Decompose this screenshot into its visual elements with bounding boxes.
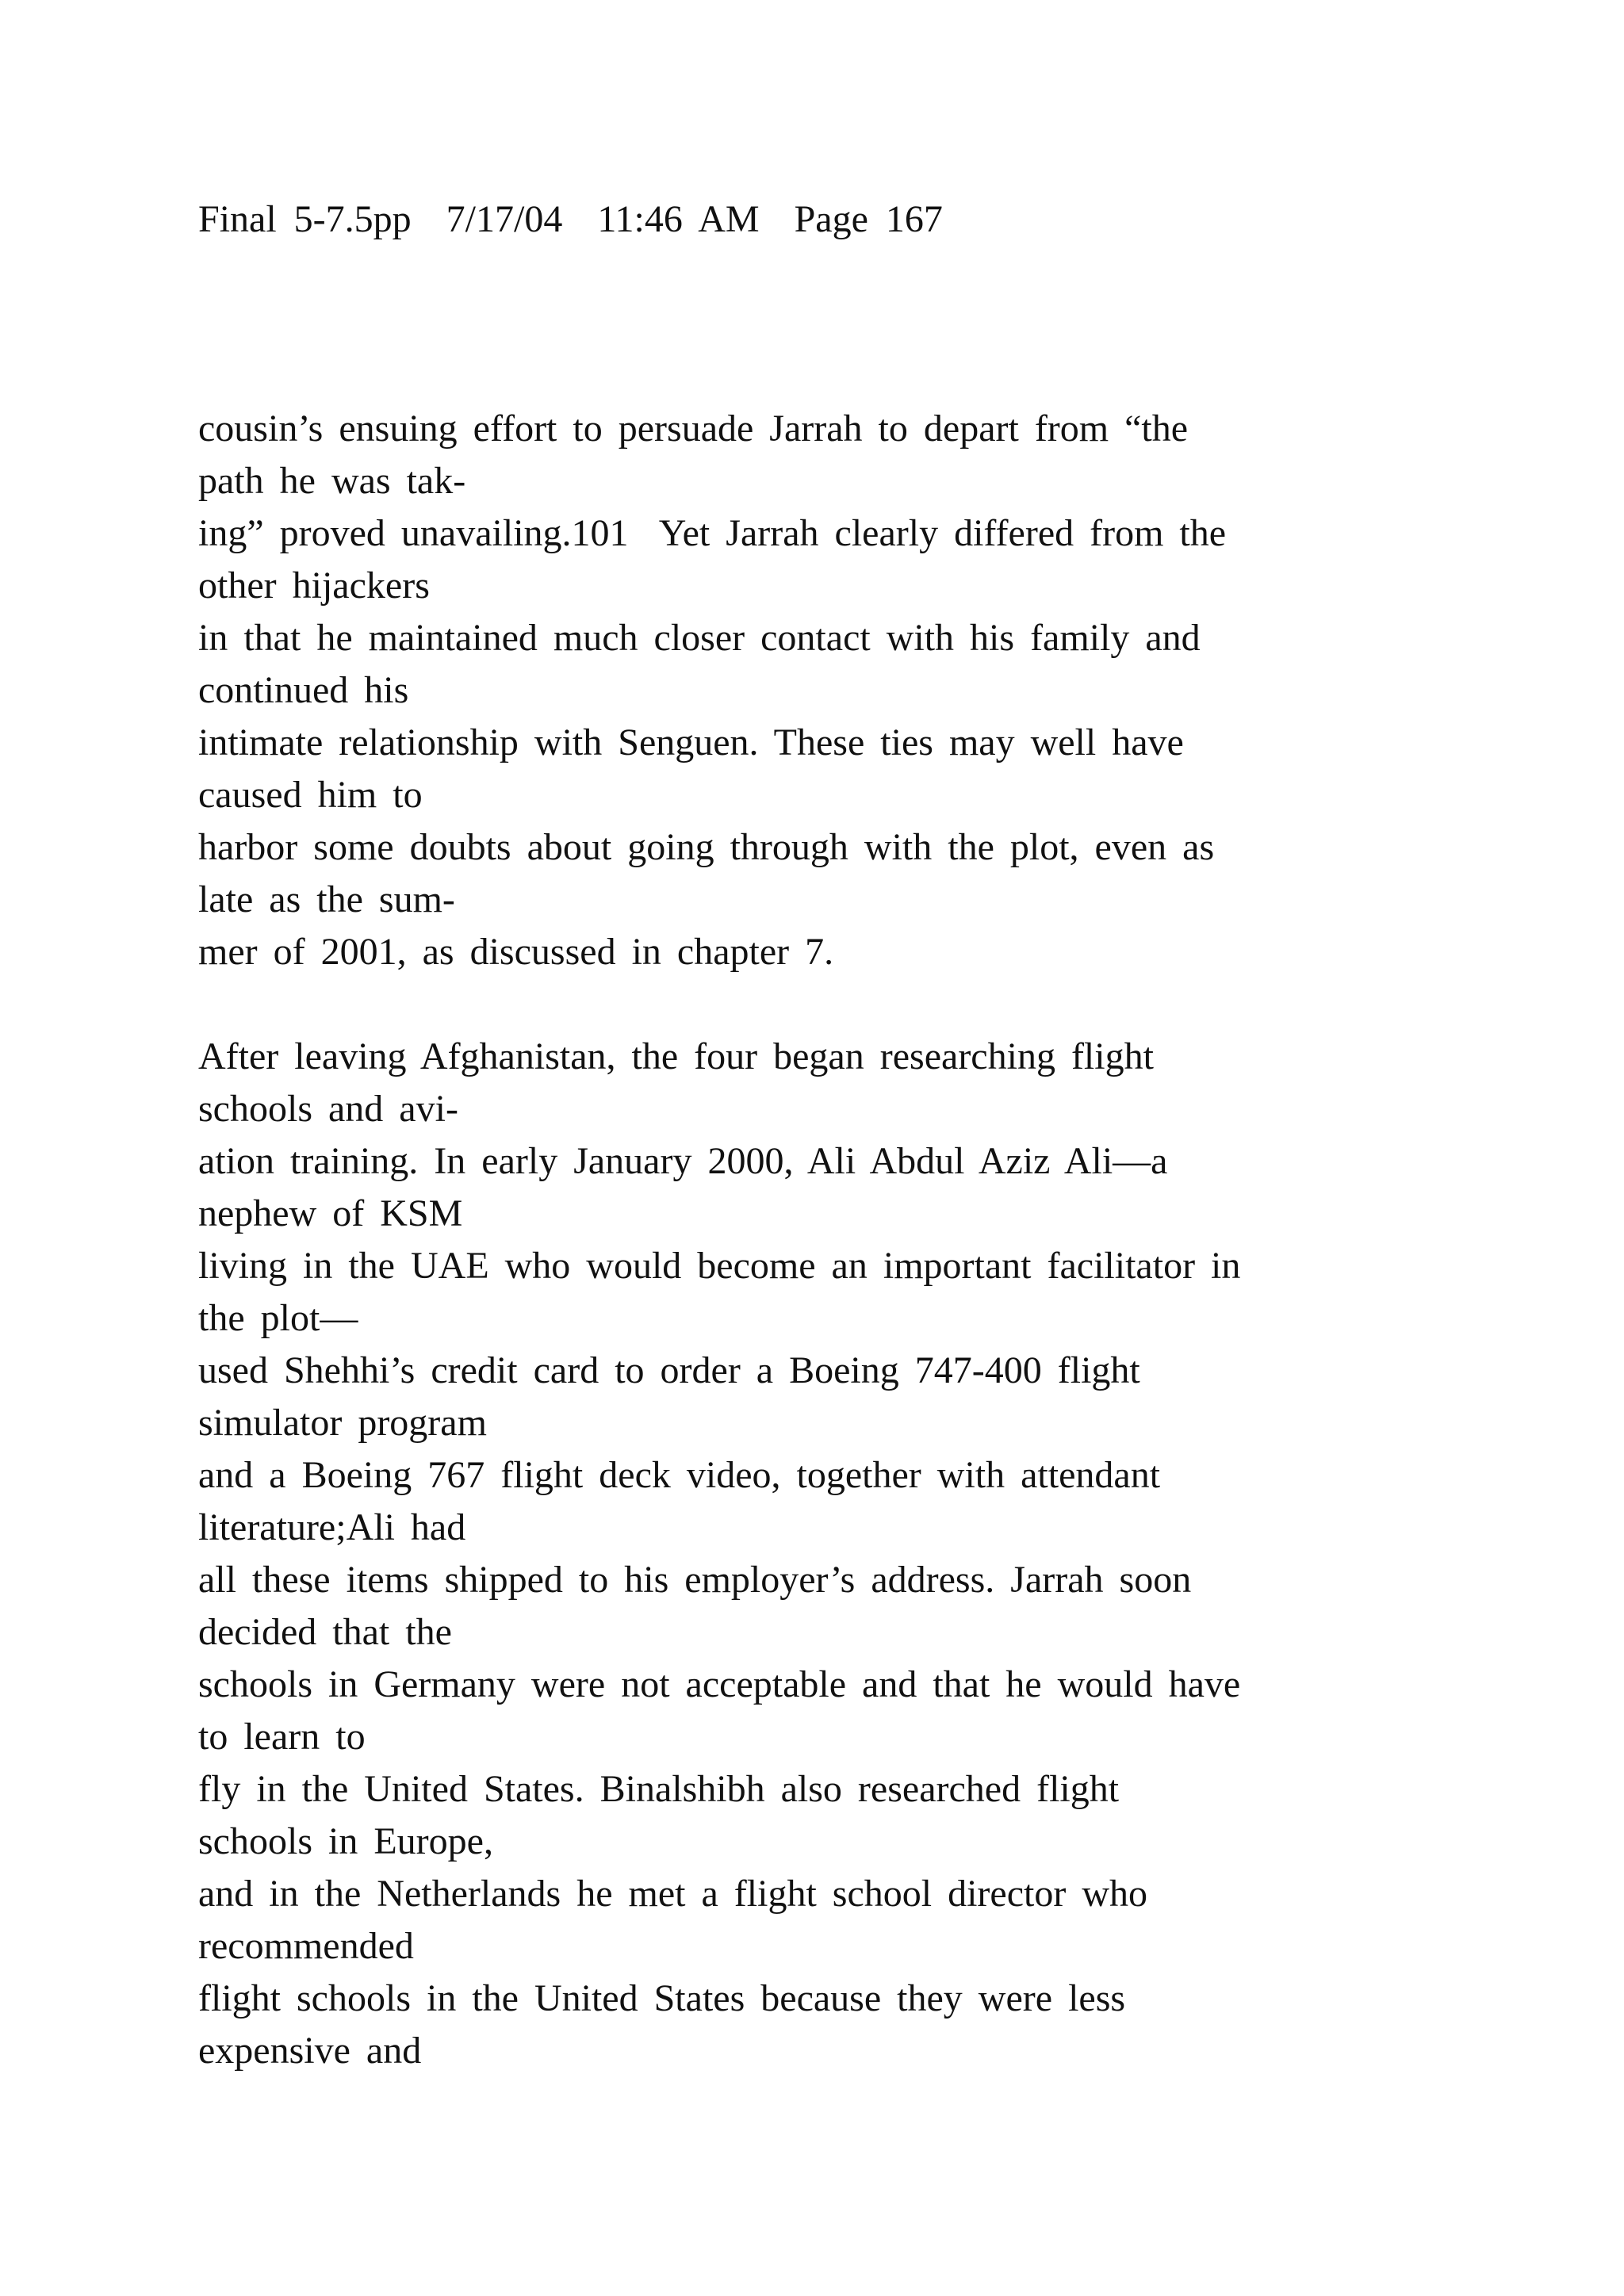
text-line: simulator program: [198, 1402, 487, 1444]
text-line: decided that the: [198, 1611, 452, 1653]
text-line: cousin’s ensuing effort to persuade Jarrah to depart from “the: [198, 408, 1189, 450]
paragraph-gap: [198, 978, 1546, 1031]
text-line: the plot—: [198, 1297, 358, 1339]
text-line: nephew of KSM: [198, 1192, 463, 1234]
text-line: path he was tak-: [198, 460, 466, 502]
text-line: ing” proved unavailing.101 Yet Jarrah clearly differed from the: [198, 512, 1227, 554]
page-header: Final 5-7.5pp 7/17/04 11:46 AM Page 167: [198, 198, 943, 240]
text-line: mer of 2001, as discussed in chapter 7.: [198, 931, 834, 973]
text-line: fly in the United States. Binalshibh also researched flight: [198, 1768, 1120, 1810]
text-line: living in the UAE who would become an important facilitator in: [198, 1245, 1241, 1287]
text-line: and in the Netherlands he met a flight school director who: [198, 1873, 1148, 1915]
text-line: and a Boeing 767 flight deck video, together with attendant: [198, 1454, 1161, 1496]
text-line: recommended: [198, 1925, 414, 1967]
text-line: intimate relationship with Senguen. These ties may well have: [198, 721, 1184, 763]
text-line: used Shehhi’s credit card to order a Boeing 747-400 flight: [198, 1349, 1140, 1391]
document-body: [198, 403, 1546, 2077]
text-line: late as the sum-: [198, 878, 455, 920]
text-line: continued his: [198, 669, 409, 711]
text-line: to learn to: [198, 1716, 366, 1758]
text-line: ation training. In early January 2000, Ali Abdul Aziz Ali—a: [198, 1140, 1168, 1182]
text-line: all these items shipped to his employer’s address. Jarrah soon: [198, 1559, 1192, 1601]
text-line: caused him to: [198, 774, 423, 816]
text-line: schools in Europe,: [198, 1820, 493, 1862]
text-line: After leaving Afghanistan, the four began researching flight: [198, 1035, 1154, 1077]
text-line: literature;Ali had: [198, 1506, 466, 1548]
text-line: other hijackers: [198, 564, 430, 607]
text-line: schools in Germany were not acceptable and that he would have: [198, 1663, 1241, 1705]
text-line: harbor some doubts about going through with the plot, even as: [198, 826, 1215, 868]
text-line: in that he maintained much closer contact with his family and: [198, 617, 1201, 659]
paragraph-2: [198, 1031, 1546, 2077]
text-line: schools and avi-: [198, 1088, 458, 1130]
text-line: flight schools in the United States because they were less: [198, 1977, 1126, 2019]
paragraph-1: [198, 403, 1546, 978]
text-line: expensive and: [198, 2030, 422, 2072]
